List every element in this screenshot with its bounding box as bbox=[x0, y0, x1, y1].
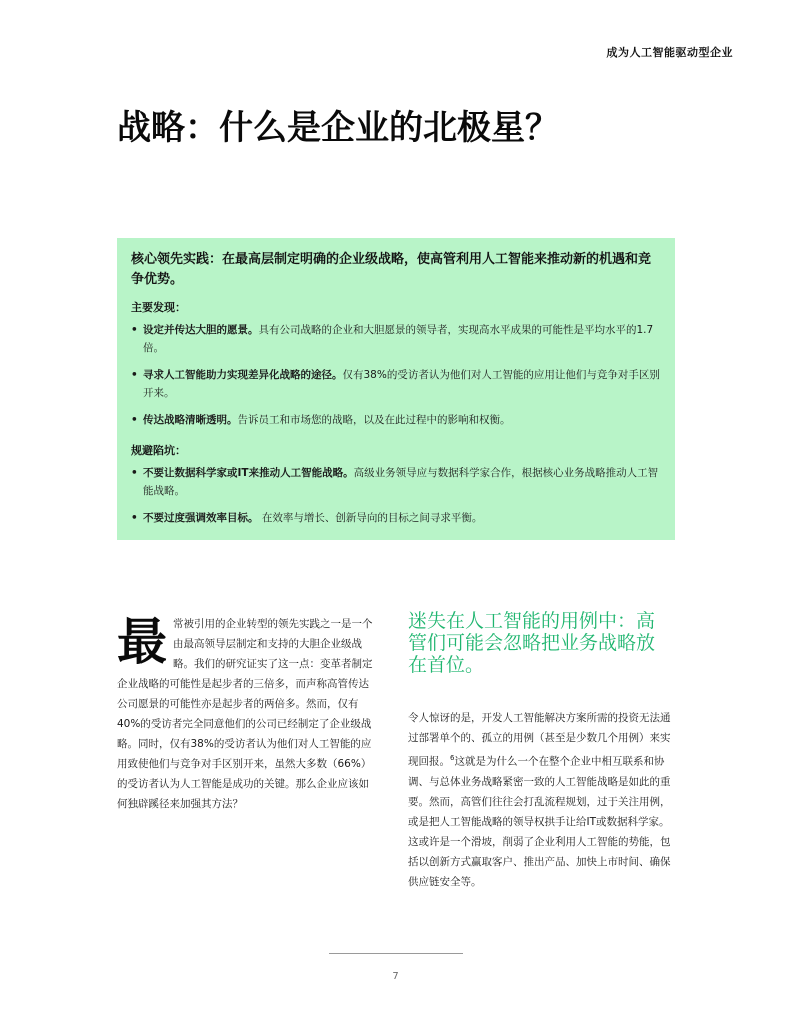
page-number: 7 bbox=[392, 971, 399, 982]
right-column bbox=[408, 610, 673, 892]
footer-divider bbox=[329, 953, 463, 954]
key-practice-callout bbox=[117, 238, 675, 540]
pitfalls-list bbox=[131, 464, 661, 527]
callout-lead: 核心领先实践：在最高层制定明确的企业级战略，使高管利用人工智能来推动新的机遇和竞争优势。 bbox=[131, 252, 652, 287]
findings-heading: 主要发现： bbox=[131, 301, 186, 314]
finding-item: • 设定并传达大胆的愿景。具有公司战略的企业和大胆愿景的领导者，实现高水平成果的可能性是平均水平的1.7倍。 bbox=[131, 321, 661, 357]
pitfall-item: • 不要让数据科学家或IT来推动人工智能战略。高级业务领导应与数据科学家合作，根据核心业务战略推动人工智能战略。 bbox=[131, 464, 661, 500]
footnote-marker: 6 bbox=[450, 754, 455, 762]
page-title: 战略：什么是企业的北极星？ bbox=[117, 108, 559, 148]
pitfall-item: • 不要过度强调效率目标。 在效率与增长、创新导向的目标之间寻求平衡。 bbox=[131, 509, 661, 527]
findings-list bbox=[131, 321, 661, 429]
pitfalls-heading: 规避陷坑： bbox=[131, 444, 186, 457]
dropcap: 最 bbox=[117, 613, 167, 671]
left-column-body bbox=[117, 614, 379, 814]
finding-item: • 寻求人工智能助力实现差异化战略的途径。仅有38%的受访者认为他们对人工智能的应用让他们与竞争对手区别开来。 bbox=[131, 366, 661, 402]
left-column-text: 常被引用的企业转型的领先实践之一是一个由最高领导层制定和支持的大胆企业级战略。我们的研究证实了这一点：变革者制定企业战略的可能性是起步者的三倍多，而声称高管传达公司愿景的可能性亦是起步者的两倍多。然而，仅有40%的受访者完全同意他们的公司已经制定了企业级战略。同时，仅有38%的受访者认为他们对人工智能的应用致使他们与竞争对手区别开来，虽然大多数（66%）的受访者认为人工智能是成功的关键。那么企业应该如何独辟蹊径来加强其方法？ bbox=[117, 618, 373, 810]
running-header: 成为人工智能驱动型企业 bbox=[606, 46, 733, 59]
pull-quote: 迷失在人工智能的用例中：高管们可能会忽略把业务战略放在首位。 bbox=[408, 610, 656, 676]
right-column-text: 令人惊讶的是，开发人工智能解决方案所需的投资无法通过部署单个的、孤立的用例（甚至是少数几个用例）来实现回报。$^6$这就是为什么一个在整个企业中相互联系和协调、与总体业务战略紧密一致的人工智能战略是如此的重要。然而，高管们往往会打乱流程规划，过于关注用例，或是把人工智能战略的领导权拱手让给IT或数据科学家。这或许是一个滑坡，削弱了企业利用人工智能的势能，包括以创新方式赢取客户、推出产品、加快上市时间、确保供应链安全等。 bbox=[408, 712, 671, 888]
finding-item: • 传达战略清晰透明。告诉员工和市场您的战略，以及在此过程中的影响和权衡。 bbox=[131, 411, 661, 429]
